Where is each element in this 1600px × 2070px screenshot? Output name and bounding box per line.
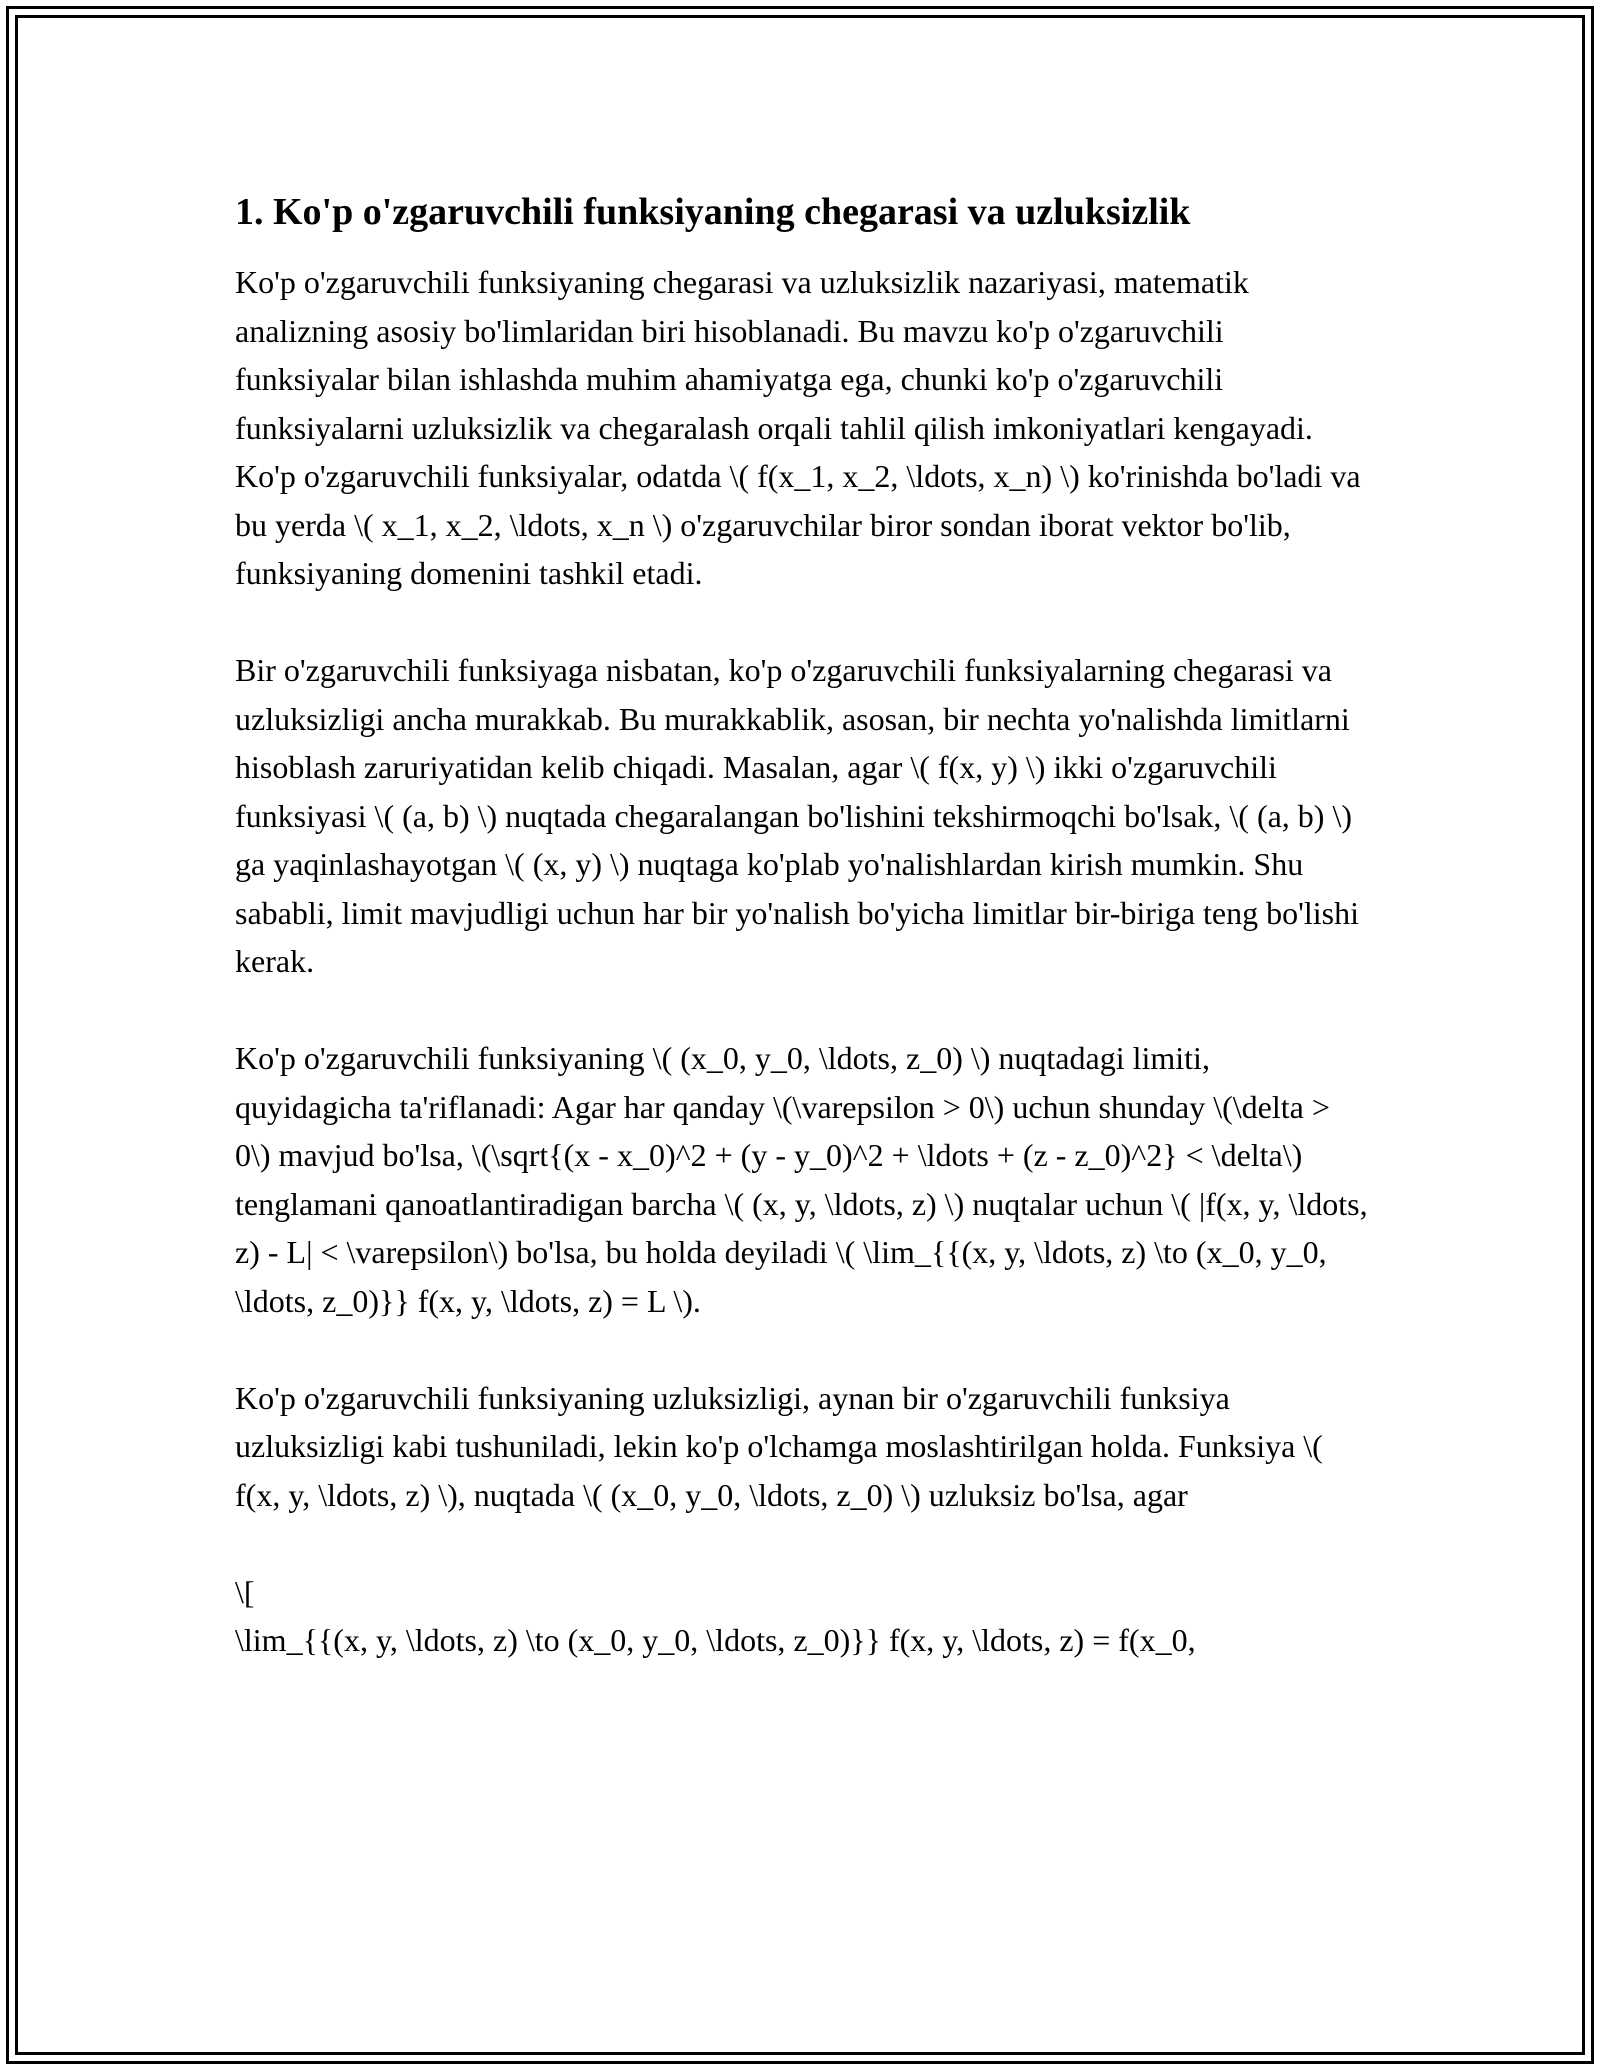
paragraph-intro: Ko'p o'zgaruvchili funksiyaning chegarasi va uzluksizlik nazariyasi, matematik analizning asosiy bo'limlaridan biri hisoblanadi. Bu mavzu ko'p o'zgaruvchili funksiyalar bilan ishlashda muhim ahamiyatga ega, chunki ko'p o'zgaruvchili funksiyalarni uzluksizlik va chegaralash orqali tahlil qilish imkoniyatlari kengayadi. Ko'p o'zgaruvchili funksiyalar, odatda \( f(x_1, x_2, \ldots, x_n) \) ko'rinishda bo'ladi va bu yerda \( x_1, x_2, \ldots, x_n \) o'zgaruvchilar biror sondan iborat vektor bo'lib, funksiyaning domenini tashkil etadi. [235, 264, 1361, 591]
math-display-block [235, 1568, 1370, 1665]
math-line-open: \[ [235, 1573, 255, 1610]
paragraph-continuity: Ko'p o'zgaruvchili funksiyaning uzluksizligi, aynan bir o'zgaruvchili funksiya uzluksizligi kabi tushuniladi, lekin ko'p o'lchamga moslashtirilgan holda. Funksiya \( f(x, y, \ldots, z) \), nuqtada \( (x_0, y_0, \ldots, z_0) \) uzluksiz bo'lsa, agar [235, 1379, 1323, 1513]
math-line-limit: \lim_{{(x, y, \ldots, z) \to (x_0, y_0, \ldots, z_0)}} f(x, y, \ldots, z) = f(x_0, [235, 1622, 1196, 1658]
document-body [235, 188, 1370, 1665]
paragraph-limit-definition: Ko'p o'zgaruvchili funksiyaning \( (x_0, y_0, \ldots, z_0) \) nuqtadagi limiti, quyidagicha ta'riflanadi: Agar har qanday \(\varepsilon > 0\) uchun shunday \(\delta > 0\) mavjud bo'lsa, \(\sqrt{(x - x_0)^2 + (y - y_0)^2 + \ldots + (z - z_0)^2} < \delta\) tenglamani qanoatlantiradigan barcha \( (x, y, \ldots, z) \) nuqtalar uchun \( |f(x, y, \ldots, z) - L| < \varepsilon\) bo'lsa, bu holda deyiladi \( \lim_{{(x, y, \ldots, z) \to (x_0, y_0, \ldots, z_0)}} f(x, y, \ldots, z) = L \). [235, 1040, 1368, 1319]
paragraph-comparison: Bir o'zgaruvchili funksiyaga nisbatan, ko'p o'zgaruvchili funksiyalarning chegarasi va uzluksizligi ancha murakkab. Bu murakkablik, asosan, bir nechta yo'nalishda limitlarni hisoblash zaruriyatidan kelib chiqadi. Masalan, agar \( f(x, y) \) ikki o'zgaruvchili funksiyasi \( (a, b) \) nuqtada chegaralangan bo'lishini tekshirmoqchi bo'lsak, \( (a, b) \) ga yaqinlashayotgan \( (x, y) \) nuqtaga ko'plab yo'nalishlardan kirish mumkin. Shu sababli, limit mavjudligi uchun har bir yo'nalish bo'yicha limitlar bir-biriga teng bo'lishi kerak. [235, 652, 1360, 979]
section-heading: 1. Ko'p o'zgaruvchili funksiyaning chegarasi va uzluksizlik [235, 191, 1191, 233]
